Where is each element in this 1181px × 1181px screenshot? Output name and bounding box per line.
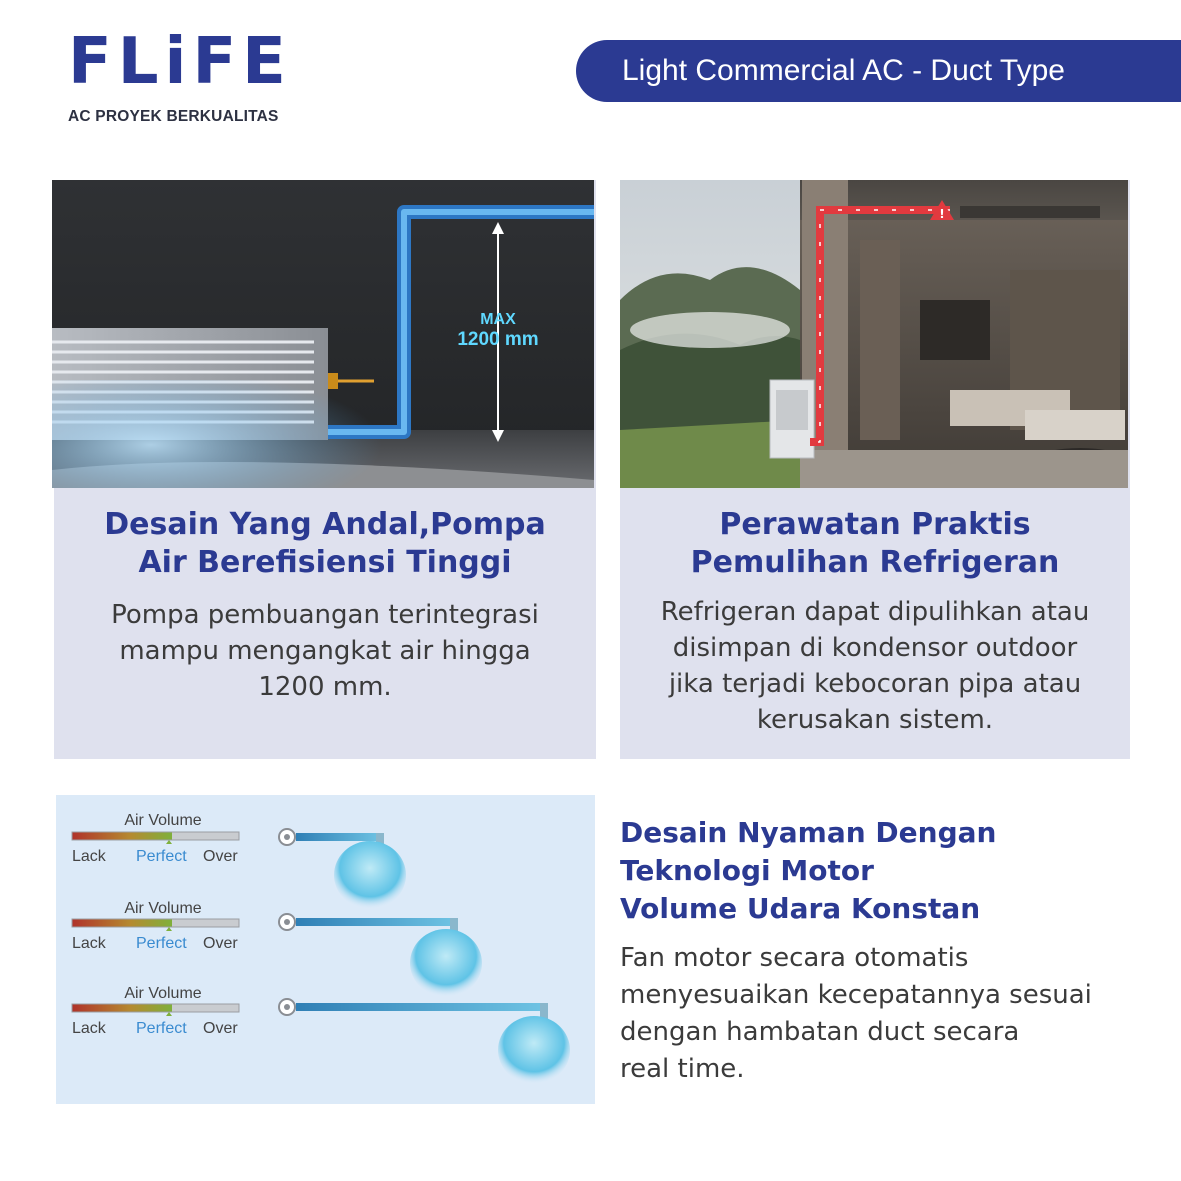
pump-feature-card — [54, 180, 596, 759]
refrigerant-desc-line: Refrigeran dapat dipulihkan atau — [660, 597, 1090, 627]
brand-name: FLiFE — [68, 25, 292, 99]
air-volume-gauge — [72, 812, 239, 865]
gauge-over-label: Over — [203, 1020, 238, 1037]
motor-title-line: Volume Udara Konstan — [620, 892, 981, 925]
duct-unit-svg — [52, 180, 594, 488]
gauge-lack-label: Lack — [72, 848, 106, 865]
motor-title-line: Desain Nyaman Dengan — [620, 816, 997, 849]
interior-scene-svg — [620, 180, 1128, 488]
refrigerant-card-description — [620, 594, 1130, 738]
pump-title-line: Desain Yang Andal,Pompa — [104, 507, 546, 542]
pump-card-description — [54, 597, 596, 705]
air-volume-gauge — [72, 985, 239, 1037]
gauge-title: Air Volume — [124, 985, 202, 1002]
pump-desc-line: mampu mengangkat air hingga — [119, 636, 531, 666]
gauge-perfect-label: Perfect — [136, 1020, 187, 1037]
motor-title-line: Teknologi Motor — [620, 854, 874, 887]
motor-desc-line: dengan hambatan duct secara — [620, 1017, 1020, 1047]
pump-desc-line: Pompa pembuangan terintegrasi — [111, 600, 539, 630]
duct-unit-illustration — [52, 180, 594, 488]
pump-desc-line: 1200 mm. — [258, 672, 392, 702]
product-category-banner: Light Commercial AC - Duct Type — [576, 40, 1181, 102]
motor-feature-title — [620, 814, 1160, 928]
duct-medium — [279, 914, 482, 997]
pump-title-line: Air Berefisiensi Tinggi — [138, 545, 512, 580]
refrigerant-card-title — [620, 506, 1130, 582]
duct-short — [279, 829, 406, 909]
gauge-perfect-label: Perfect — [136, 935, 187, 952]
duct-long — [279, 999, 570, 1084]
max-height-label: MAX — [480, 311, 516, 328]
interior-scene-illustration — [620, 180, 1128, 488]
brand-tagline: AC PROYEK BERKUALITAS — [68, 108, 279, 125]
gauge-title: Air Volume — [124, 900, 202, 917]
gauge-perfect-label: Perfect — [136, 848, 187, 865]
motor-desc-line: real time. — [620, 1054, 745, 1084]
max-height-value: 1200 mm — [457, 329, 539, 350]
gauge-lack-label: Lack — [72, 935, 106, 952]
air-volume-illustration — [56, 795, 595, 1104]
refrigerant-title-line: Perawatan Praktis — [719, 507, 1031, 542]
refrigerant-title-line: Pemulihan Refrigeran — [690, 545, 1060, 580]
air-volume-svg — [56, 795, 595, 1104]
motor-desc-line: menyesuaikan kecepatannya sesuai — [620, 980, 1092, 1010]
gauge-lack-label: Lack — [72, 1020, 106, 1037]
air-volume-gauge — [72, 900, 239, 952]
brand-logo — [68, 25, 308, 126]
svg-text:!: ! — [939, 207, 945, 221]
motor-desc-line: Fan motor secara otomatis — [620, 943, 969, 973]
motor-feature-description — [620, 940, 1160, 1088]
pump-card-title — [54, 506, 596, 582]
refrigerant-desc-line: jika terjadi kebocoran pipa atau — [668, 669, 1082, 699]
refrigerant-desc-line: kerusakan sistem. — [756, 705, 994, 735]
gauge-over-label: Over — [203, 935, 238, 952]
refrigerant-feature-card — [620, 180, 1130, 759]
refrigerant-desc-line: disimpan di kondensor outdoor — [672, 633, 1078, 663]
gauge-over-label: Over — [203, 848, 238, 865]
gauge-title: Air Volume — [124, 812, 202, 829]
